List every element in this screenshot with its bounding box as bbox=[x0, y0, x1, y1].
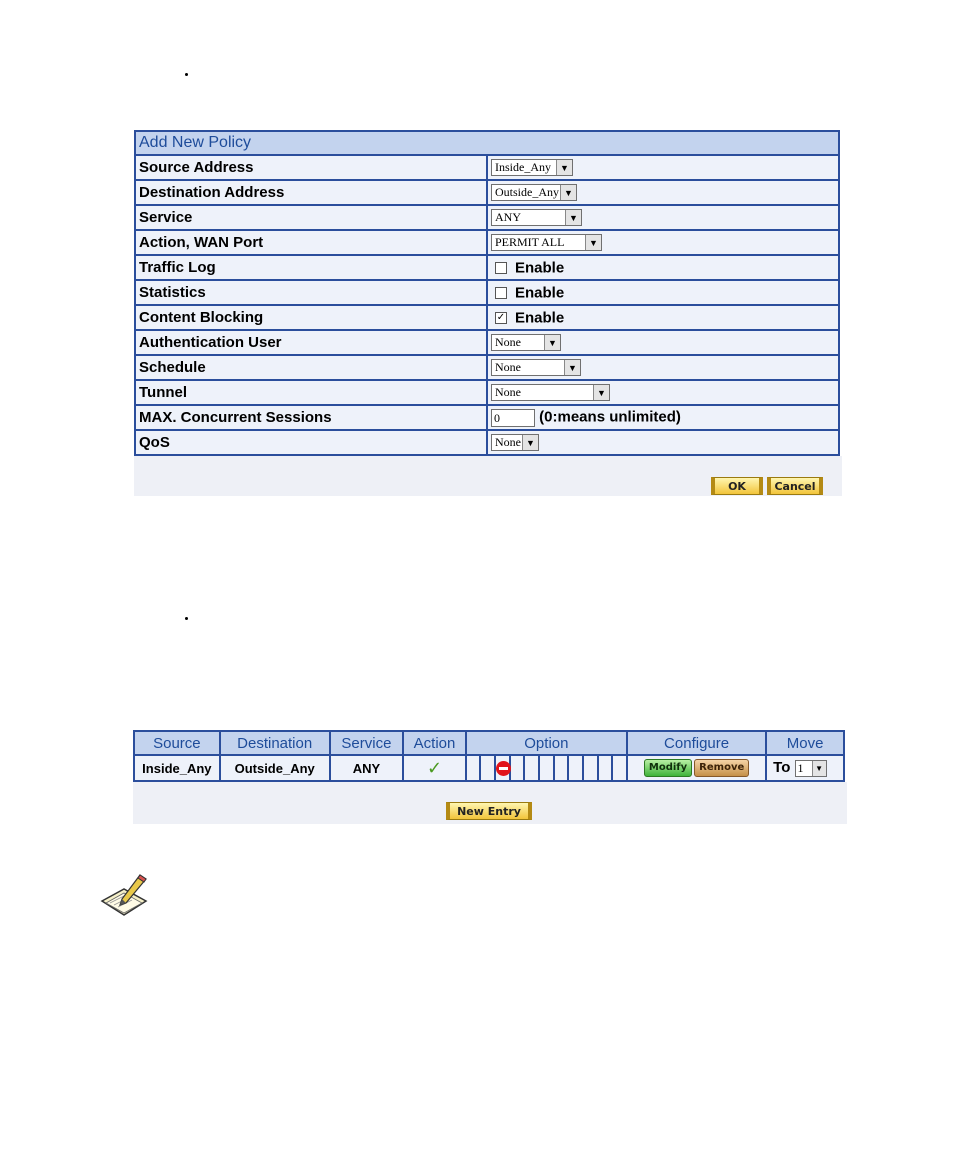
new-entry-button[interactable]: New Entry bbox=[446, 802, 532, 820]
field-label: MAX. Concurrent Sessions bbox=[135, 405, 487, 430]
form-row-schedule bbox=[135, 355, 839, 380]
source-address-select[interactable]: Inside_Any ▼ bbox=[491, 159, 573, 176]
ok-button[interactable]: OK bbox=[711, 477, 763, 495]
qos-select[interactable]: None ▼ bbox=[491, 434, 539, 451]
form-footer bbox=[134, 456, 842, 496]
checkbox-label: Enable bbox=[515, 284, 565, 302]
field-label: Statistics bbox=[135, 280, 487, 305]
cell-move bbox=[766, 755, 844, 781]
remove-button[interactable]: Remove bbox=[694, 759, 749, 777]
policy-list-header bbox=[134, 731, 844, 755]
option-cell bbox=[568, 755, 583, 781]
chevron-down-icon: ▼ bbox=[593, 385, 609, 400]
form-row-tunnel bbox=[135, 380, 839, 405]
modify-button[interactable]: Modify bbox=[644, 759, 692, 777]
check-icon: ✓ bbox=[426, 757, 443, 778]
schedule-select[interactable]: None ▼ bbox=[491, 359, 581, 376]
form-row-qos bbox=[135, 430, 839, 455]
chevron-down-icon: ▼ bbox=[544, 335, 560, 350]
cell-source: Inside_Any bbox=[134, 755, 220, 781]
chevron-down-icon: ▼ bbox=[560, 185, 576, 200]
tunnel-select[interactable]: None ▼ bbox=[491, 384, 610, 401]
add-policy-form bbox=[134, 130, 842, 496]
list-footer bbox=[133, 782, 847, 824]
option-cell bbox=[554, 755, 569, 781]
option-cell bbox=[466, 755, 481, 781]
authentication-user-select[interactable]: None ▼ bbox=[491, 334, 561, 351]
cell-service: ANY bbox=[330, 755, 404, 781]
option-cell bbox=[598, 755, 613, 781]
cell-action bbox=[403, 755, 466, 781]
col-configure: Configure bbox=[627, 731, 766, 755]
chevron-down-icon: ▼ bbox=[585, 235, 601, 250]
form-row-max-sessions bbox=[135, 405, 839, 430]
field-label: Authentication User bbox=[135, 330, 487, 355]
option-cell bbox=[539, 755, 554, 781]
form-row-service bbox=[135, 205, 839, 230]
move-position-select[interactable]: 1 ▼ bbox=[795, 760, 827, 777]
max-sessions-input[interactable]: 0 bbox=[491, 409, 535, 427]
option-cell bbox=[524, 755, 539, 781]
field-label: Content Blocking bbox=[135, 305, 487, 330]
chevron-down-icon: ▼ bbox=[564, 360, 580, 375]
destination-address-select[interactable]: Outside_Any ▼ bbox=[491, 184, 577, 201]
form-row-action-wan-port bbox=[135, 230, 839, 255]
action-wan-port-select[interactable]: PERMIT ALL ▼ bbox=[491, 234, 602, 251]
form-row-destination-address bbox=[135, 180, 839, 205]
option-cell bbox=[480, 755, 495, 781]
checkbox-label: Enable bbox=[515, 259, 565, 277]
field-label: Traffic Log bbox=[135, 255, 487, 280]
chevron-down-icon: ▼ bbox=[565, 210, 581, 225]
form-row-traffic-log bbox=[135, 255, 839, 280]
option-cell bbox=[612, 755, 627, 781]
policy-list-table bbox=[133, 730, 845, 782]
table-row bbox=[134, 755, 844, 781]
col-option: Option bbox=[466, 731, 627, 755]
field-label: Service bbox=[135, 205, 487, 230]
field-label: Action, WAN Port bbox=[135, 230, 487, 255]
cell-destination: Outside_Any bbox=[220, 755, 330, 781]
col-service: Service bbox=[330, 731, 404, 755]
statistics-checkbox[interactable] bbox=[495, 287, 507, 299]
policy-list bbox=[133, 730, 847, 824]
block-icon bbox=[496, 761, 511, 776]
note-pencil-icon bbox=[100, 871, 150, 921]
col-source: Source bbox=[134, 731, 220, 755]
chevron-down-icon: ▼ bbox=[556, 160, 572, 175]
field-label: Destination Address bbox=[135, 180, 487, 205]
option-cell bbox=[583, 755, 598, 781]
cell-configure bbox=[627, 755, 766, 781]
move-to-label: To bbox=[773, 759, 791, 777]
max-sessions-hint: (0:means unlimited) bbox=[539, 409, 681, 427]
col-action: Action bbox=[403, 731, 466, 755]
field-label: Source Address bbox=[135, 155, 487, 180]
policy-form-table bbox=[134, 130, 840, 456]
traffic-log-checkbox[interactable] bbox=[495, 262, 507, 274]
service-select[interactable]: ANY ▼ bbox=[491, 209, 582, 226]
content-blocking-checkbox[interactable]: ✓ bbox=[496, 311, 506, 323]
form-row-statistics bbox=[135, 280, 839, 305]
bullet-dot bbox=[185, 617, 188, 620]
bullet-dot bbox=[185, 73, 188, 76]
cancel-button[interactable]: Cancel bbox=[767, 477, 823, 495]
chevron-down-icon: ▼ bbox=[522, 435, 538, 450]
option-cell bbox=[495, 755, 510, 781]
field-label: Schedule bbox=[135, 355, 487, 380]
option-cell bbox=[510, 755, 525, 781]
form-row-authentication-user bbox=[135, 330, 839, 355]
checkbox-label: Enable bbox=[515, 309, 565, 327]
field-label: QoS bbox=[135, 430, 487, 455]
field-label: Tunnel bbox=[135, 380, 487, 405]
col-move: Move bbox=[766, 731, 844, 755]
form-title: Add New Policy bbox=[135, 131, 839, 155]
form-row-source-address bbox=[135, 155, 839, 180]
chevron-down-icon: ▼ bbox=[812, 761, 826, 776]
col-destination: Destination bbox=[220, 731, 330, 755]
form-row-content-blocking bbox=[135, 305, 839, 330]
